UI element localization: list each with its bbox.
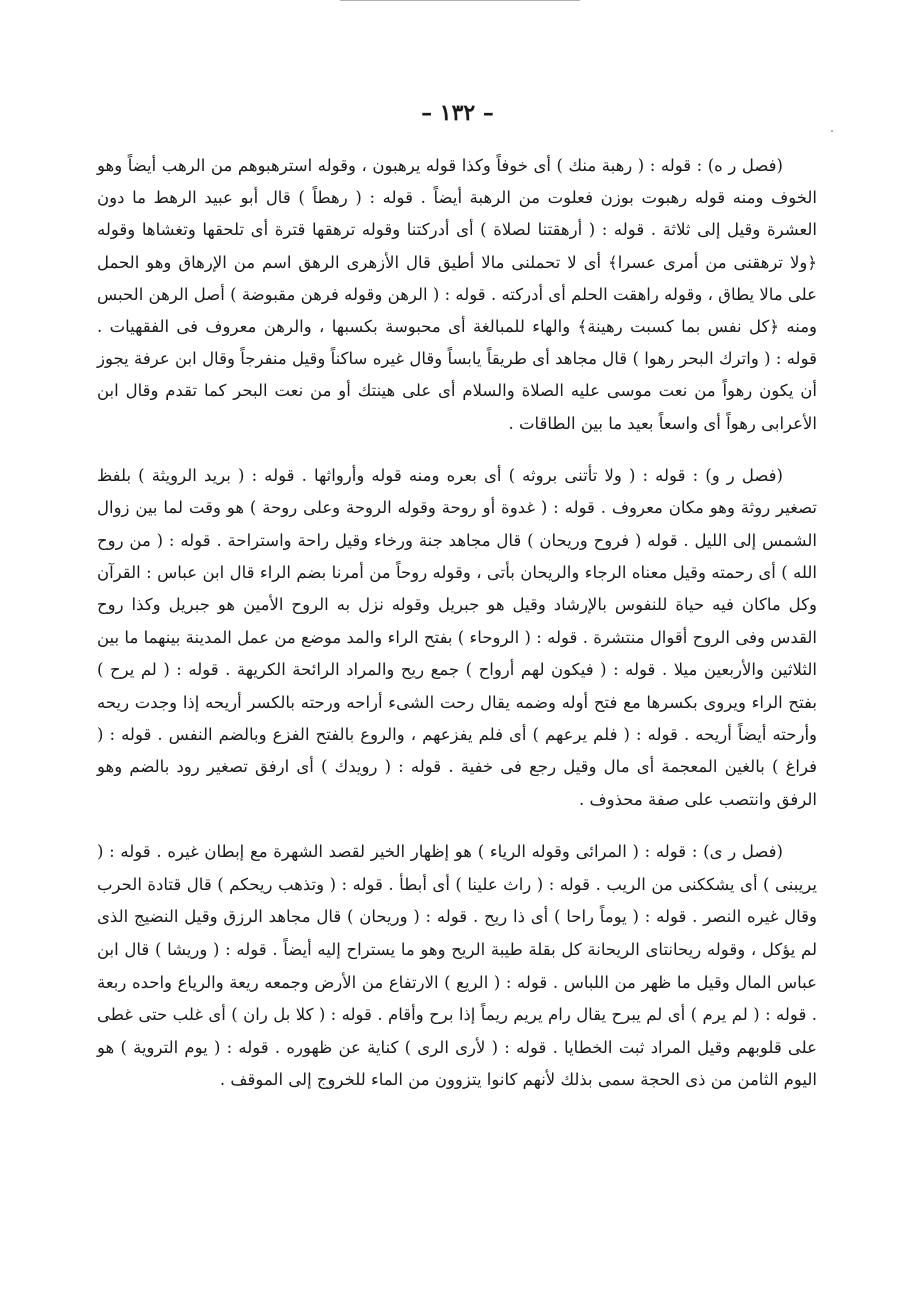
page-body — [97, 150, 817, 1117]
top-rule — [340, 0, 580, 1]
section-ra-ha: (فصل ر ه) : قوله : ( رهبة منك ) أى خوفاً وكذا قوله يرهبون ، وقوله استرهبوهم من الرهب أيضاً وهو الخوف ومنه قوله رهبوت بوزن فعلوت من الرهبة أيضاً . قوله : ( رهطاً ) قال أبو عبيد الرهط ما دون العشرة وقيل إلى ثلاثة . قوله : ( أرهقتنا لصلاة ) أى أدركتنا وقوله ترهقها قترة أى تلحقها وتغشاها وقوله ﴿ولا ترهقنى من أمرى عسرا﴾ أى لا تحملنى مالا أطيق قال الأزهرى الرهق اسم من الإرهاق وهو الحمل على مالا يطاق ، وقوله راهقت الحلم أى أدركته . قوله : ( الرهن وقوله فرهن مقبوضة ) أصل الرهن الحبس ومنه ﴿كل نفس بما كسبت رهينة﴾ والهاء للمبالغة أى محبوسة بكسبها ، والرهن معروف فى الفقهيات . قوله : ( واترك البحر رهوا ) قال مجاهد أى طريقاً يابساً وقال غيره ساكناً وقيل منفرجاً وقال ابن عرفة يجوز أن يكون رهواً من نعت موسى عليه الصلاة والسلام أى على هينتك أو من نعت البحر كما تقدم وقال ابن الأعرابى رهواً أى واسعاً بعيد ما بين الطاقات . — [97, 156, 817, 433]
page-number: – ١٣٢ – — [421, 100, 494, 126]
scan-speck — [831, 130, 833, 132]
section-ra-ya: (فصل ر ى) : قوله : ( المرائى وقوله الرياء ) هو إظهار الخير لقصد الشهرة مع إبطان غيره . قوله : ( يريبنى ) أى يشككنى من الريب . قوله : ( راث علينا ) أى أبطأ . قوله : ( وتذهب ريحكم ) قال قتادة الحرب وقال غيره النصر . قوله : ( يوماً راحا ) أى ذا ريح . قوله : ( وريحان ) قال مجاهد الرزق وقيل النضيج الذى لم يؤكل ، وقوله ريحانتاى الريحانة كل بقلة طيبة الريح وهو ما يستراح إليه أيضاً . قوله : ( وريشا ) قال ابن عباس المال وقيل ما ظهر من اللباس . قوله : ( الريع ) الارتفاع من الأرض وجمعه ريعة والرياع واحده ربعة . قوله : ( لم يرم ) أى لم يبرح يقال رام يريم ريماً إذا برح وأقام . قوله : ( كلا بل ران ) أى غلب حتى غطى على قلوبهم وقيل المراد ثبت الخطايا . قوله : ( لأرى الرى ) كناية عن ظهوره . قوله : ( يوم التروية ) هو اليوم الثامن من ذى الحجة سمى بذلك لأنهم كانوا يتزوون من الماء للخروج إلى الموقف . — [97, 842, 817, 1090]
section-ra-waw: (فصل ر و) : قوله : ( ولا تأتنى بروثه ) أى بعره ومنه قوله وأرواثها . قوله : ( بريد الرويثة ) بلفظ تصغير روثة وهو مكان معروف . قوله : ( غدوة أو روحة وقوله الروحة وعلى روحة ) هو وقت لما بين زوال الشمس إلى الليل . قوله ( فروح وريحان ) قال مجاهد جنة ورخاء وقيل راحة واستراحة . قوله : ( من روح الله ) أى رحمته وقيل معناه الرجاء والريحان بأتى ، وقوله روحاً من أمرنا بضم الراء قال ابن عباس : القرآن وكل ماكان فيه حياة للنفوس بالإرشاد وقيل هو جبريل وقوله نزل به الروح الأمين هو جبريل وكذا روح القدس وفى الروح أقوال منتشرة . قوله : ( الروحاء ) بفتح الراء والمد موضع من عمل المدينة بينهما ما بين الثلاثين والأربعين ميلا . قوله : ( فيكون لهم أرواح ) جمع ريح والمراد الرائحة الكريهة . قوله : ( لم يرح ) بفتح الراء ويروى بكسرها مع فتح أوله وضمه يقال رحت الشىء أراحه ورحته بالكسر أريحه إذا وجدت ريحه وأرحته أيضاً أريحه . قوله : ( فلم يرعهم ) أى فلم يفزعهم ، والروع بالفتح الفزع وبالضم النفس . قوله : ( فراغ ) بالغين المعجمة أى مال وقيل رجع فى خفية . قوله : ( رويدك ) أى ارفق تصغير رود بالضم وهو الرفق وانتصب على صفة محذوف . — [97, 465, 817, 809]
